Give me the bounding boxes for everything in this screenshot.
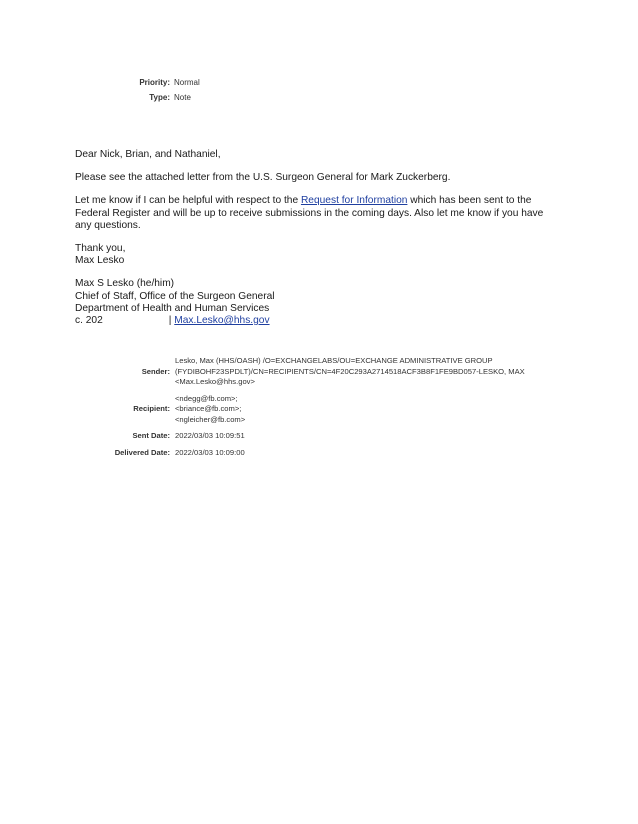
signature-title: Chief of Staff, Office of the Surgeon General [75,290,275,302]
signature [75,278,575,327]
email-metadata [100,356,525,464]
paragraph-rfi [75,195,575,232]
sender-value [175,356,525,388]
delivered-date-row [100,448,525,459]
paragraph-letter: Please see the attached letter from the U.S. Surgeon General for Mark Zuckerberg. [75,172,451,184]
delivered-date-label: Delivered Date: [114,447,170,457]
sender-line: Lesko, Max (HHS/OASH) /O=EXCHANGELABS/OU=EXCHANGE ADMINISTRATIVE GROUP [175,356,493,365]
request-for-information-link[interactable]: Request for Information [300,195,408,207]
sent-date-row [100,431,525,442]
sender-label: Sender: [141,366,170,376]
recipient-value [175,394,525,426]
sender-line: (FYDIBOHF23SPDLT)/CN=RECIPIENTS/CN=4F20C293A2714518ACF3B8F1FE9BD057-LESKO, MAX [175,366,525,376]
priority-label: Priority: [139,78,170,87]
type-label: Type: [149,93,170,102]
greeting: Dear Nick, Brian, and Nathaniel, [75,149,221,160]
delivered-date-value: 2022/03/03 10:09:00 [175,447,245,457]
sent-date-label: Sent Date: [132,431,170,440]
signature-separator: | [168,315,172,327]
closing-name: Max Lesko [75,255,125,267]
sender-line: <Max.Lesko@hhs.gov> [175,377,255,386]
recipient-line: <ndegg@fb.com>; [175,393,238,403]
signature-phone: c. 202 [75,315,103,327]
recipient-row [100,394,525,426]
sender-row [100,356,525,388]
recipient-line: <ngleicher@fb.com> [175,414,246,424]
closing [75,243,575,267]
type-value: Note [174,93,191,102]
closing-thanks: Thank you, [75,243,126,255]
sent-date-value: 2022/03/03 10:09:51 [175,431,245,440]
signature-email-link[interactable]: Max.Lesko@hhs.gov [174,315,270,327]
email-body [75,149,575,338]
signature-name: Max S Lesko (he/him) [75,278,175,290]
recipient-label: Recipient: [133,404,170,413]
paragraph-rfi-line1: Let me know if I can be helpful with respect to the Request for Information which has been sent to the [75,195,532,207]
signature-contact [75,315,575,327]
paragraph-rfi-line3: any questions. [75,219,141,231]
recipient-line: <briance@fb.com>; [175,404,242,413]
priority-value: Normal [174,78,200,87]
paragraph-rfi-line2: Federal Register and will be up to receive submissions in the coming days. Also let me know if you have [75,207,544,219]
signature-department: Department of Health and Human Services [75,302,270,314]
